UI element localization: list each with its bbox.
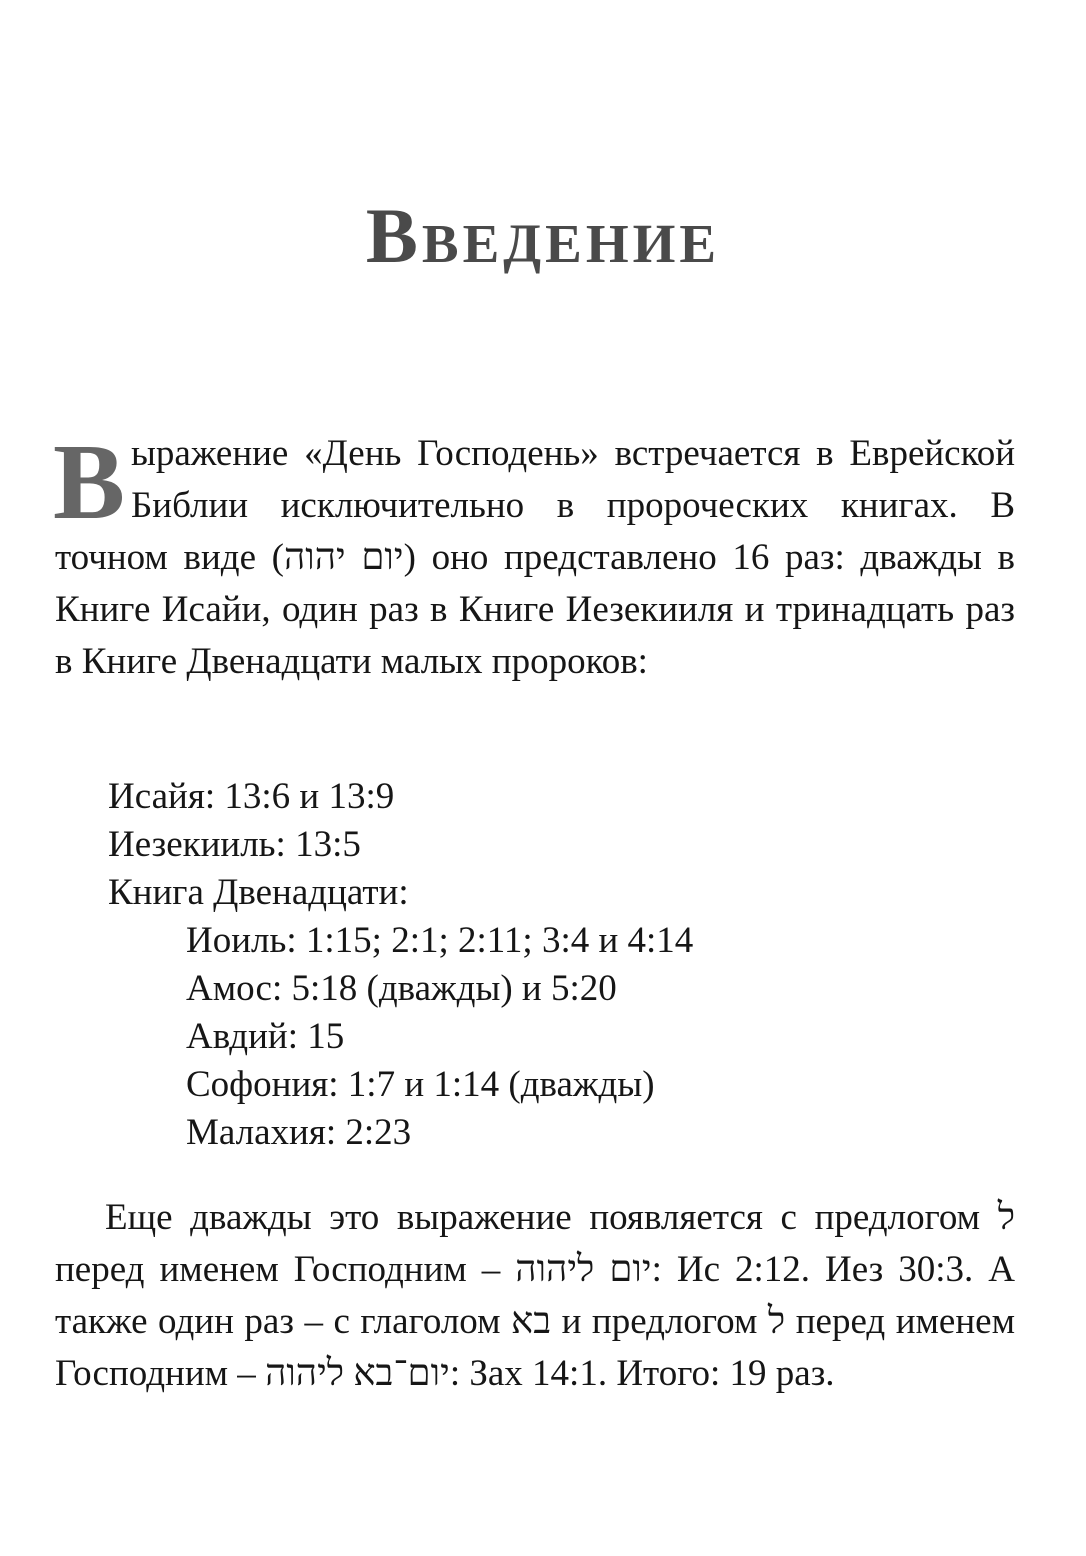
intro-text-part-2: ) оно представлено 16 раз: дважды в Книге Исайи, один раз в Книге Иезекииля и тринадцать раз в Книге Двенадцати малых пророков:	[55, 537, 1016, 682]
closing-text-part-6: : Зах 14:1. Итого: 19 раз.	[449, 1353, 835, 1394]
hebrew-lamed: ל	[767, 1301, 786, 1342]
reference-subitem: Малахия: 2:23	[186, 1112, 412, 1153]
closing-text-part-3: : Ис 2:12. Иез 30:3. А также один раз – с глаголом	[55, 1249, 1015, 1342]
drop-cap: В	[53, 423, 126, 542]
reference-subitem: Амос: 5:18 (дважды) и 5:20	[186, 968, 617, 1009]
closing-text-part-1: Еще дважды это выражение появляется с предлогом	[105, 1197, 998, 1238]
intro-paragraph	[53, 423, 1016, 688]
reference-subitem: Авдий: 15	[186, 1016, 345, 1057]
reference-subitem: Софония: 1:7 и 1:14 (дважды)	[186, 1064, 655, 1105]
reference-item: Исайя: 13:6 и 13:9	[108, 776, 395, 817]
scripture-reference-list	[108, 773, 693, 1157]
reference-item: Книга Двенадцати:	[108, 872, 409, 913]
hebrew-ba: בא	[511, 1301, 552, 1342]
hebrew-lamed: ל	[997, 1197, 1015, 1238]
closing-text-part-4: и предлогом	[551, 1301, 768, 1342]
closing-text-part-5: перед именем Господним –	[55, 1301, 1015, 1394]
hebrew-yom-lyhwh: יום ליהוה	[515, 1249, 652, 1290]
page-title: Введение	[365, 192, 721, 280]
reference-item: Иезекииль: 13:5	[108, 824, 361, 865]
closing-paragraph	[55, 1192, 1015, 1400]
reference-subitem: Иоиль: 1:15; 2:1; 2:11; 3:4 и 4:14	[186, 920, 694, 961]
intro-text-part-1: ыражение «День Господень» встречается в Еврейской Библии исключительно в пророческих книгах. В точном виде (	[55, 433, 1015, 578]
hebrew-yom-yhwh: יום יהוה	[283, 537, 404, 578]
hebrew-yom-ba-lyhwh: יום־בא ליהוה	[265, 1353, 450, 1394]
closing-text-part-2: перед именем Господним –	[55, 1249, 516, 1290]
